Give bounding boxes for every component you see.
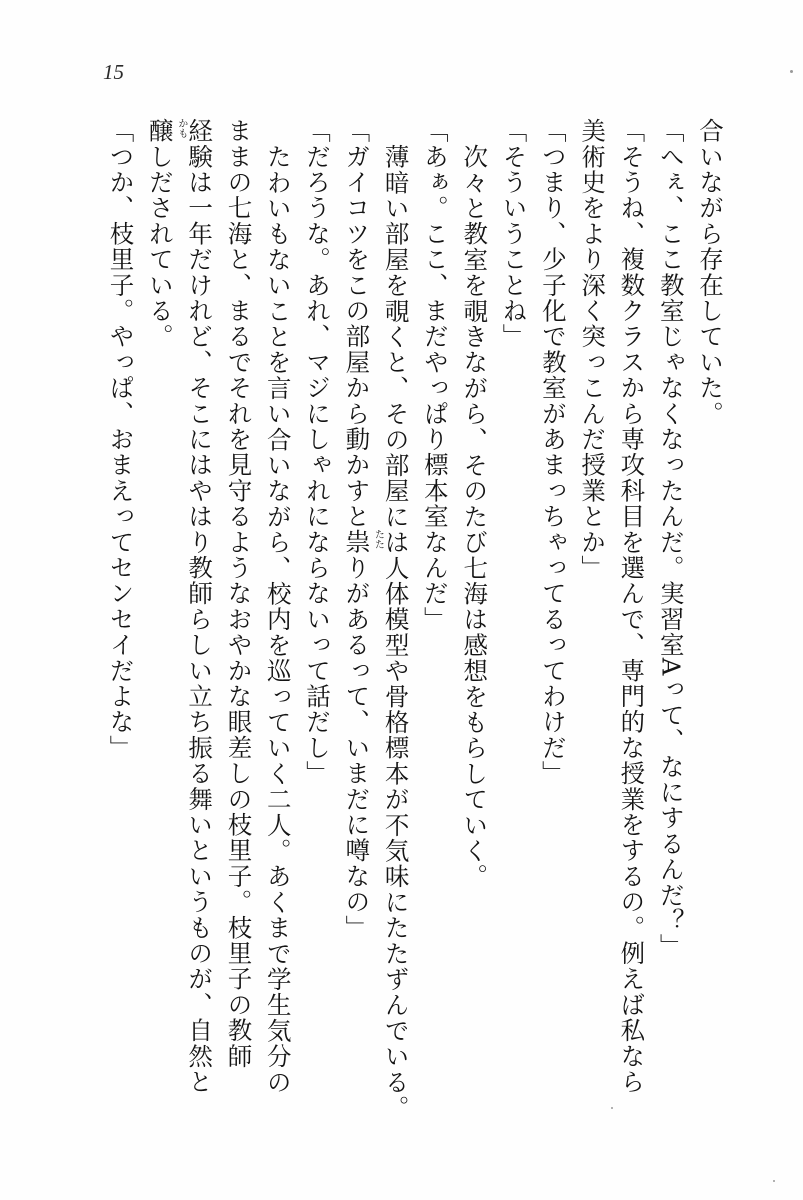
scan-speck — [773, 1180, 775, 1182]
text-line: 「へぇ、ここ教室じゃなくなったんだ。実習室Aって、なにするんだ？」 — [656, 118, 686, 960]
ruby-base-tatari: 祟 たた — [342, 529, 384, 555]
text-line: 薄暗い部屋を覗くと、その部屋には人体模型や骨格標本が不気味にたたずんでいる。 — [381, 144, 411, 1121]
text-line: 「そういうことね」 — [499, 118, 529, 350]
text-segment: しだされている。 — [145, 143, 175, 350]
vertical-text-block — [70, 118, 730, 1138]
text-segment: りがあるって、いまだに噂なの」 — [342, 554, 372, 941]
ruby-reading-kamo: かも — [175, 118, 187, 138]
scan-speck — [790, 70, 793, 73]
text-line: 経験は一年だけれど、そこにはやはり教師らしい立ち振る舞いというものが、自然と — [185, 118, 215, 1095]
text-line: 「あぁ。ここ、まだやっぱり標本室なんだ」 — [420, 118, 450, 632]
text-line: 「つまり、少子化で教室があまっちゃってるってわけだ」 — [538, 118, 568, 787]
text-line-with-ruby — [141, 118, 187, 1138]
text-line: 「だろうな。あれ、マジにしゃれにならないって話だし」 — [303, 118, 333, 787]
text-line-with-ruby — [337, 118, 384, 1138]
ruby-reading-tatari: たた — [372, 529, 384, 550]
text-segment: 「ガイコツをこの部屋から動かすと — [342, 118, 372, 530]
text-line: ままの七海と、まるでそれを見守るようなおやかな眼差しの枝里子。枝里子の教師 — [224, 118, 254, 1069]
text-line: 合いながら存在していた。 — [696, 118, 725, 427]
text-line: たわいもないことを言い合いながら、校内を巡っていく二人。あくまで学生気分の — [263, 144, 293, 1095]
text-line: 次々と教室を覗きながら、そのたび七海は感想をもらしていく。 — [460, 144, 490, 890]
text-line: 「つか、枝里子。やっぱ、おまえってセンセイだよな」 — [106, 118, 136, 761]
text-line: 「そうね、複数クラスから専攻科目を選んで、専門的な授業をするの。例えば私なら — [617, 118, 647, 1095]
scan-speck — [611, 1107, 613, 1109]
text-line: 美術史をより深く突っこんだ授業とか」 — [578, 118, 608, 581]
ruby-base-kamo: 醸 かも — [145, 118, 187, 144]
page-number: 15 — [103, 60, 124, 84]
